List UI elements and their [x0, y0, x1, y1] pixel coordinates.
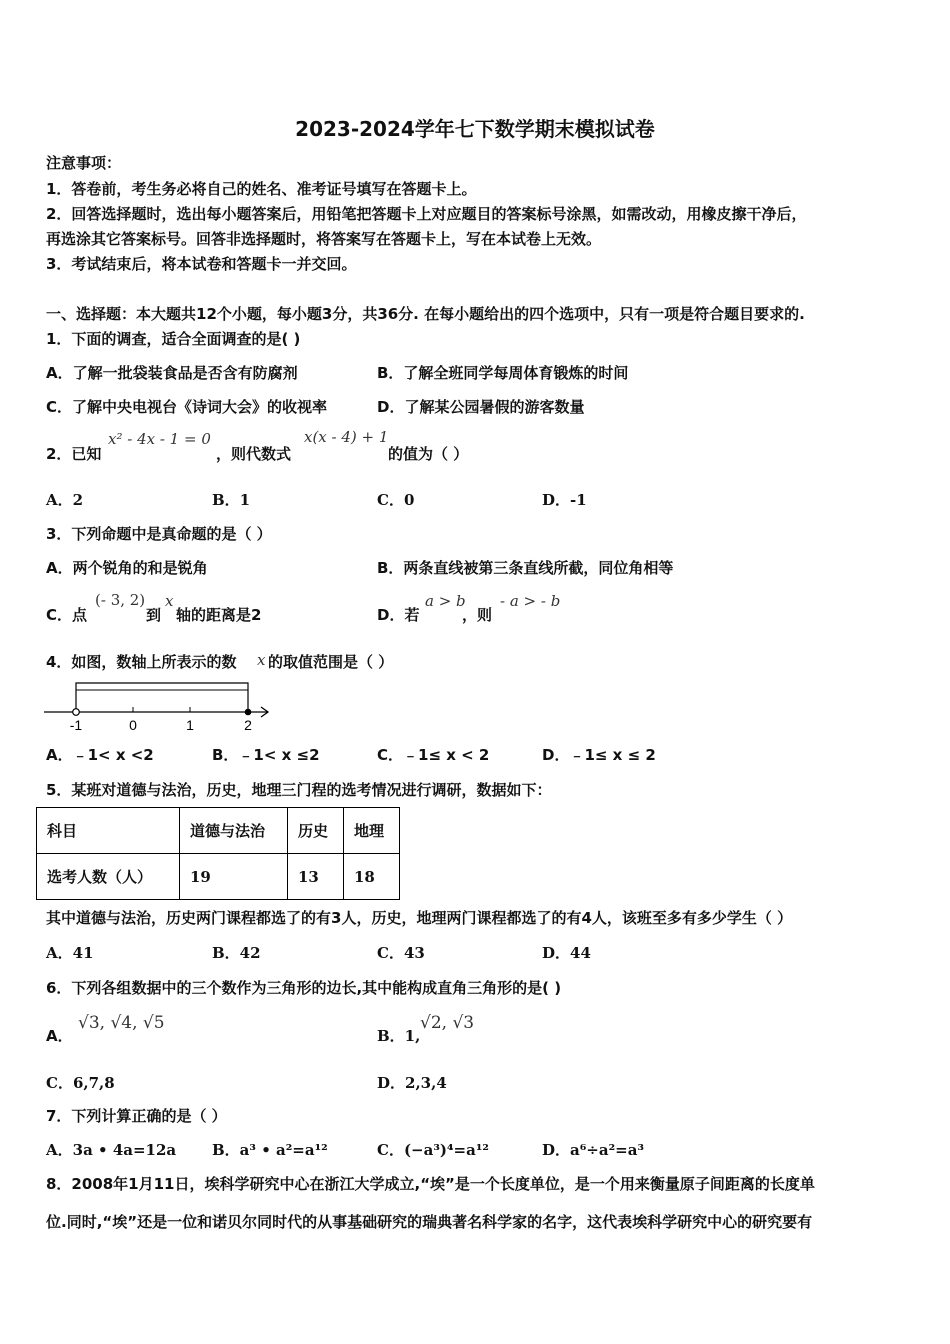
q5-followup: 其中道德与法治，历史两门课程都选了的有3人，历史，地理两门课程都选了的有4人，该班至多有多少学生（ ） — [46, 909, 793, 927]
q6-option-a-value: √3, √4, √5 — [78, 1013, 165, 1033]
tick-label: -1 — [69, 717, 83, 733]
tick-label: 1 — [186, 717, 194, 733]
q3-condition: a > b — [425, 592, 466, 610]
q4-stem-post: 的取值范围是（ ） — [268, 653, 394, 671]
table-header-cell: 地理 — [344, 808, 400, 854]
closed-endpoint — [245, 709, 252, 716]
q6-option-d: D．2,3,4 — [377, 1074, 447, 1092]
q3-option-d-mid: ，则 — [462, 606, 493, 624]
q3-option-a: A．两个锐角的和是锐角 — [46, 559, 208, 577]
table-row — [37, 854, 400, 900]
q2-option-b: B．1 — [212, 491, 251, 509]
page-title: 2023-2024学年七下数学期末模拟试卷 — [295, 117, 655, 141]
notice-line-2a: 2．回答选择题时，选出每小题答案后，用铅笔把答题卡上对应题目的答案标号涂黑，如需改动，用橡皮擦干净后， — [46, 205, 807, 223]
table-header-row — [37, 808, 400, 854]
q2-stem-mid: ，则代数式 — [216, 445, 292, 463]
q6-option-b-value: √2, √3 — [420, 1013, 475, 1033]
notice-heading: 注意事项： — [46, 154, 122, 172]
q3-point: (- 3, 2) — [95, 591, 146, 609]
table-cell: 选考人数（人） — [37, 854, 180, 900]
table-header-cell: 历史 — [288, 808, 344, 854]
q5-option-d: D．44 — [542, 944, 591, 962]
q2-option-d: D．-1 — [542, 491, 587, 509]
q2-option-a: A．2 — [46, 491, 84, 509]
q4-option-b: B．﹣1< x ≤2 — [212, 746, 320, 764]
q2-option-c: C．0 — [377, 491, 415, 509]
range-bracket — [76, 683, 248, 709]
q5-option-b: B．42 — [212, 944, 261, 962]
table-cell: 13 — [288, 854, 344, 900]
q4-stem-pre: 4．如图，数轴上所表示的数 — [46, 653, 237, 671]
tick-label: 0 — [129, 717, 137, 733]
q8-line-1: 8．2008年1月11日，埃科学研究中心在浙江大学成立,“埃”是一个长度单位，是一个用来衡量原子间距离的长度单 — [46, 1175, 815, 1193]
q7-option-c: C．(−a³)⁴=a¹² — [377, 1141, 489, 1159]
q3-stem: 3．下列命题中是真命题的是（ ） — [46, 525, 272, 543]
q1-option-a: A．了解一批袋装食品是否含有防腐剂 — [46, 364, 298, 382]
q6-option-c: C．6,7,8 — [46, 1074, 115, 1092]
q1-option-d: D．了解某公园暑假的游客数量 — [377, 398, 585, 416]
table-cell: 19 — [180, 854, 288, 900]
q4-option-c: C．﹣1≤ x < 2 — [377, 746, 490, 764]
q3-option-c-post: 轴的距离是2 — [176, 606, 262, 624]
tick-label: 2 — [244, 717, 252, 733]
q3-result: - a > - b — [500, 592, 561, 610]
open-endpoint — [73, 709, 80, 716]
q2-expression: x(x - 4) + 1 — [304, 428, 389, 446]
q5-option-a: A．41 — [46, 944, 94, 962]
q5-option-c: C．43 — [377, 944, 425, 962]
q6-stem: 6．下列各组数据中的三个数作为三角形的边长,其中能构成直角三角形的是( ) — [46, 979, 562, 997]
q1-stem: 1．下面的调查，适合全面调查的是( ) — [46, 330, 301, 348]
section-heading: 一、选择题：本大题共12个小题，每小题3分，共36分. 在每小题给出的四个选项中，只有一项是符合题目要求的. — [46, 305, 805, 323]
q5-stem: 5．某班对道德与法治，历史，地理三门程的选考情况进行调研，数据如下： — [46, 781, 552, 799]
q2-stem-post: 的值为（ ） — [388, 445, 469, 463]
q7-stem: 7．下列计算正确的是（ ） — [46, 1107, 227, 1125]
q2-stem-pre: 2．已知 — [46, 445, 102, 463]
q2-equation: x² - 4x - 1 = 0 — [108, 430, 211, 448]
q3-option-c-pre: C．点 — [46, 606, 88, 624]
q8-line-2: 位.同时,“埃”还是一位和诺贝尔同时代的从事基础研究的瑞典著名科学家的名字，这代表埃科学研究中心的研究要有 — [46, 1213, 813, 1231]
q5-data-table — [36, 807, 400, 900]
q6-option-b-label: B．1, — [377, 1027, 421, 1045]
q3-option-d-pre: D．若 — [377, 606, 420, 624]
q7-option-d: D．a⁶÷a²=a³ — [542, 1141, 645, 1159]
q3-option-b: B．两条直线被第三条直线所截，同位角相等 — [377, 559, 674, 577]
q7-option-b: B．a³ • a²=a¹² — [212, 1141, 328, 1159]
q1-option-b: B．了解全班同学每周体育锻炼的时间 — [377, 364, 629, 382]
q4-stem-x: x — [257, 651, 266, 669]
q4-option-d: D．﹣1≤ x ≤ 2 — [542, 746, 656, 764]
table-cell: 18 — [344, 854, 400, 900]
q1-option-c: C．了解中央电视台《诗词大会》的收视率 — [46, 398, 328, 416]
q4-option-a: A．﹣1< x <2 — [46, 746, 154, 764]
q3-axis-x: x — [165, 592, 174, 610]
q3-option-c-mid: 到 — [146, 606, 162, 624]
table-header-cell: 道德与法治 — [180, 808, 288, 854]
notice-line-1: 1．答卷前，考生务必将自己的姓名、准考证号填写在答题卡上。 — [46, 180, 477, 198]
q7-option-a: A．3a • 4a=12a — [46, 1141, 177, 1159]
notice-line-2b: 再选涂其它答案标号。回答非选择题时，将答案写在答题卡上，写在本试卷上无效。 — [46, 230, 602, 248]
q6-option-a-label: A． — [46, 1027, 73, 1045]
notice-line-3: 3．考试结束后，将本试卷和答题卡一并交回。 — [46, 255, 357, 273]
table-header-cell: 科目 — [37, 808, 180, 854]
number-line-figure — [40, 676, 280, 736]
